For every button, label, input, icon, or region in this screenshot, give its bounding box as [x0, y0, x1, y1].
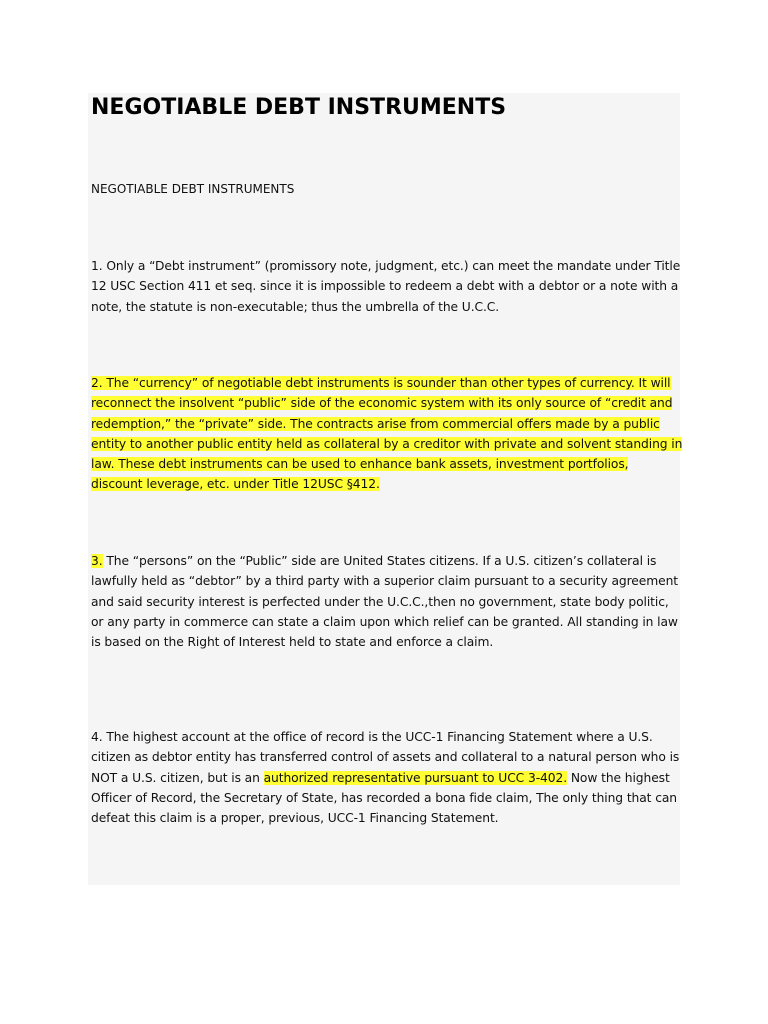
paragraph-2-highlight: 2. The “currency” of negotiable debt instruments is sounder than other types of currency. It will reconnect the insolvent “public” side of the economic system with its only source of “credit and redemption,” the “private” side. The contracts arise from commercial offers made by a public entity to another public entity held as collateral by a creditor with private and solvent standing in law. These debt instruments can be used to enhance bank assets, investment portfolios, discount leverage, etc. under Title 12USC §412. — [91, 376, 683, 492]
paragraph-4 — [91, 727, 683, 828]
paragraph-3-text: The “persons” on the “Public” side are United States citizens. If a U.S. citizen’s collateral is lawfully held as “debtor” by a third party with a superior claim pursuant to a security agreement and said security interest is perfected under the U.C.C.,then no government, state body politic, or any party in commerce can state a claim upon which relief can be granted. All standing in law is based on the Right of Interest held to state and enforce a claim. — [91, 554, 678, 650]
document-subtitle: NEGOTIABLE DEBT INSTRUMENTS — [91, 182, 295, 196]
paragraph-2 — [91, 373, 683, 495]
document-content — [91, 93, 683, 826]
document-title: NEGOTIABLE DEBT INSTRUMENTS — [91, 95, 507, 120]
paragraph-3-number: 3. — [91, 554, 103, 568]
paragraph-3 — [91, 551, 683, 652]
paragraph-4-highlight: authorized representative pursuant to UCC 3-402. — [263, 770, 568, 785]
paragraph-1: 1. Only a “Debt instrument” (promissory note, judgment, etc.) can meet the mandate under Title 12 USC Section 411 et seq. since it is impossible to redeem a debt with a debtor or a note with a note, the statute is non-executable; thus the umbrella of the U.C.C. — [91, 259, 681, 314]
document-page — [88, 93, 683, 885]
paragraph-4-text-b: Now the highest Officer of Record, the Secretary of State, has recorded a bona fide claim, The only thing that can defeat this claim is a proper, previous, UCC-1 Financing Statement. — [91, 770, 677, 826]
paragraph-4-text-a: 4. The highest account at the office of record is the UCC-1 Financing Statement where a U.S. citizen as debtor entity has transferred control of assets and collateral to a natural person who is NOT a U.S. citizen, but is an — [91, 730, 680, 785]
